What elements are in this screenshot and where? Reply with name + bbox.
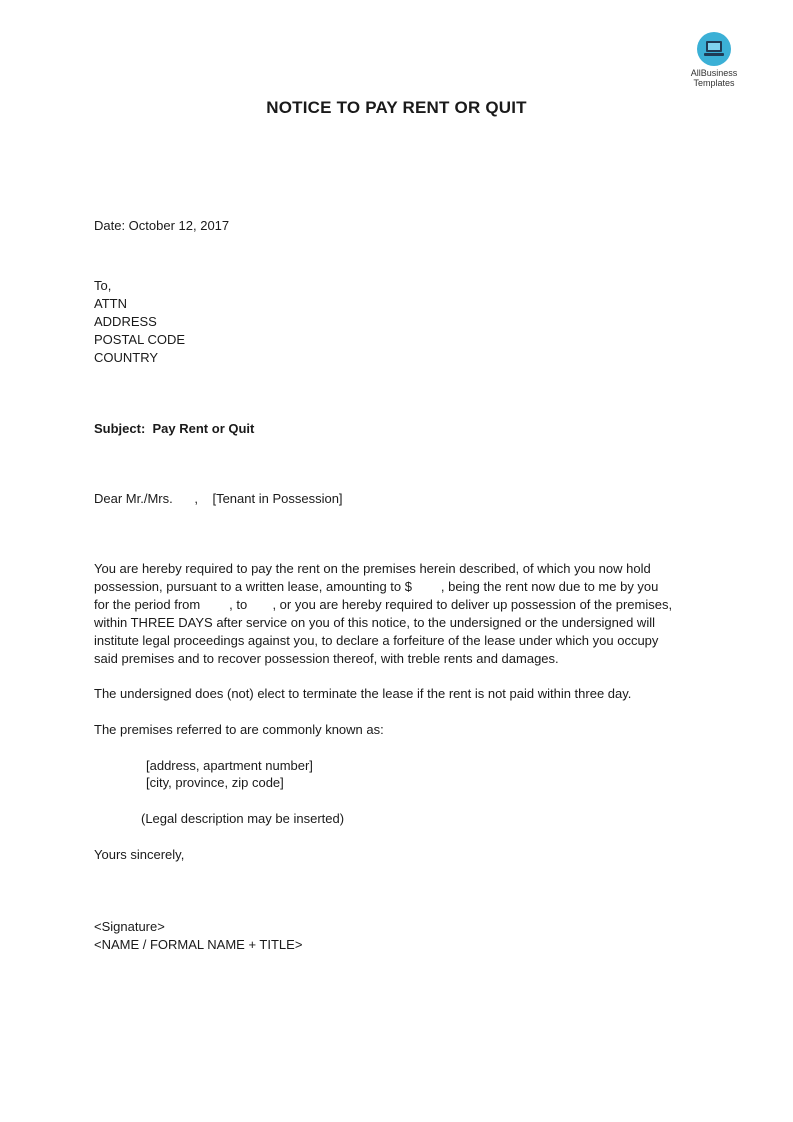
laptop-icon [697, 32, 731, 66]
body-paragraph-1-line: You are hereby required to pay the rent on the premises herein described, of which you now hold [94, 561, 651, 576]
body-paragraph-1-line: said premises and to recover possession thereof, with treble rents and damages. [94, 651, 559, 666]
body-paragraph-1-line: institute legal proceedings against you, to declare a forfeiture of the lease under which you occupy [94, 633, 659, 648]
premises-address-line: [address, apartment number] [146, 758, 313, 773]
recipient-address: ADDRESS [94, 314, 157, 329]
letter-subject: Subject: Pay Rent or Quit [94, 421, 255, 436]
recipient-postal-code: POSTAL CODE [94, 332, 186, 347]
premises-city-line: [city, province, zip code] [146, 775, 284, 790]
logo-name-line2: Templates [693, 78, 735, 88]
recipient-country: COUNTRY [94, 350, 159, 365]
recipient-to: To, [94, 278, 112, 293]
letter-closing: Yours sincerely, [94, 847, 185, 862]
letter-salutation: Dear Mr./Mrs. , [Tenant in Possession] [94, 491, 343, 506]
body-paragraph-1 [94, 560, 704, 668]
letter-date: Date: October 12, 2017 [94, 218, 230, 233]
recipient-attn: ATTN [94, 296, 127, 311]
signer-name-title: <NAME / FORMAL NAME + TITLE> [94, 937, 303, 952]
body-paragraph-3: The premises referred to are commonly known as: [94, 722, 384, 737]
brand-logo [682, 32, 746, 88]
body-paragraph-1-line: for the period from , to , or you are hereby required to deliver up possession of the premises, [94, 597, 673, 612]
legal-description-note: (Legal description may be inserted) [141, 811, 345, 826]
body-paragraph-2: The undersigned does (not) elect to terminate the lease if the rent is not paid within three day. [94, 686, 632, 701]
document-title: NOTICE TO PAY RENT OR QUIT [266, 98, 527, 117]
body-paragraph-1-line: possession, pursuant to a written lease, amounting to $ , being the rent now due to me by you [94, 579, 659, 594]
signature-placeholder: <Signature> [94, 919, 165, 934]
logo-name-line1: AllBusiness [690, 68, 738, 78]
body-paragraph-1-line: within THREE DAYS after service on you of this notice, to the undersigned or the undersigned will [94, 615, 655, 630]
